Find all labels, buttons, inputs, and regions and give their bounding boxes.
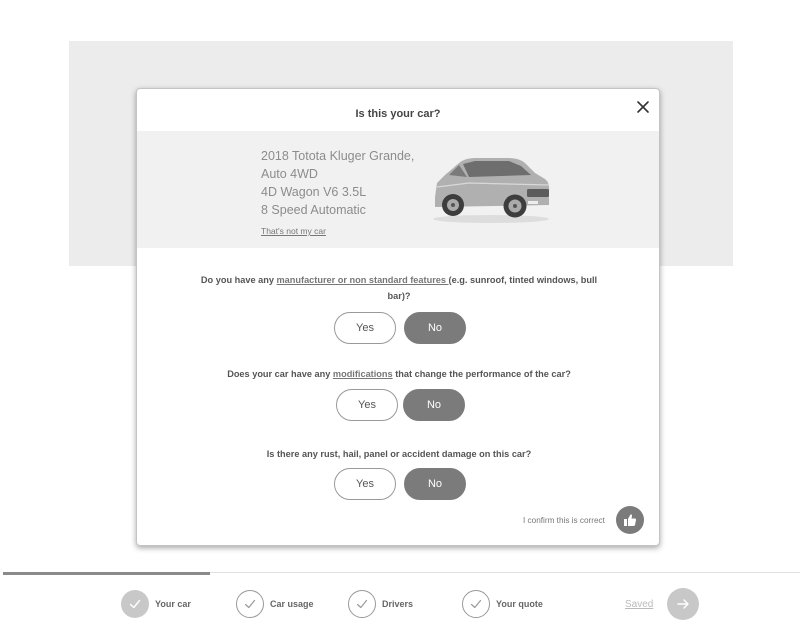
modal-title: Is this your car?: [355, 108, 441, 120]
arrow-right-icon: [676, 597, 690, 611]
question-text: Is there any rust, hail, panel or accident damage on this car?: [266, 449, 532, 459]
next-button[interactable]: [667, 588, 699, 620]
modifications-link[interactable]: modifications: [332, 369, 393, 379]
modifications-no-button[interactable]: No: [403, 389, 465, 421]
damage-no-button[interactable]: No: [404, 468, 466, 500]
question-text: that change the performance of the car?: [392, 369, 571, 379]
question-features: [197, 272, 601, 304]
damage-yes-button[interactable]: Yes: [334, 468, 396, 500]
question-damage: [197, 446, 601, 462]
step-car-usage[interactable]: [236, 590, 314, 618]
check-icon: [243, 597, 257, 611]
step-label: Your car: [155, 599, 191, 609]
car-details-panel: [137, 131, 659, 248]
question-text: Do you have any: [200, 275, 277, 285]
thumbs-up-icon: [623, 513, 637, 527]
saved-link[interactable]: Saved: [625, 599, 654, 610]
step-check: [348, 590, 376, 618]
confirm-label: I confirm this is correct: [523, 516, 605, 525]
step-check: [462, 590, 490, 618]
step-check: [121, 590, 149, 618]
question-text: (e.g. sunroof, tinted windows, bull bar)?: [387, 275, 598, 301]
step-check: [236, 590, 264, 618]
step-label: Drivers: [382, 599, 414, 609]
car-image: [429, 153, 553, 225]
check-icon: [128, 597, 142, 611]
modifications-yes-button[interactable]: Yes: [336, 389, 398, 421]
features-no-button[interactable]: No: [404, 312, 466, 344]
car-line-transmission: 8 Speed Automatic: [261, 203, 366, 217]
step-drivers[interactable]: [348, 590, 413, 618]
progress-bar: [3, 572, 210, 575]
confirm-button[interactable]: [616, 506, 644, 534]
question-text: Does your car have any: [227, 369, 333, 379]
step-label: Your quote: [496, 599, 543, 609]
question-modifications: [197, 366, 601, 382]
step-your-car[interactable]: [121, 590, 191, 618]
step-label: Car usage: [270, 599, 314, 609]
car-line-drive: Auto 4WD: [261, 167, 318, 181]
step-your-quote[interactable]: [462, 590, 543, 618]
car-description: [261, 147, 414, 219]
confirm-car-modal: [136, 88, 660, 546]
check-icon: [355, 597, 369, 611]
features-link[interactable]: manufacturer or non standard features: [276, 275, 449, 285]
car-line-model: 2018 Totota Kluger Grande,: [261, 149, 415, 163]
features-yes-button[interactable]: Yes: [334, 312, 396, 344]
car-line-body: 4D Wagon V6 3.5L: [261, 185, 367, 199]
not-my-car-link[interactable]: That's not my car: [261, 226, 326, 236]
close-icon[interactable]: [635, 99, 651, 115]
check-icon: [469, 597, 483, 611]
